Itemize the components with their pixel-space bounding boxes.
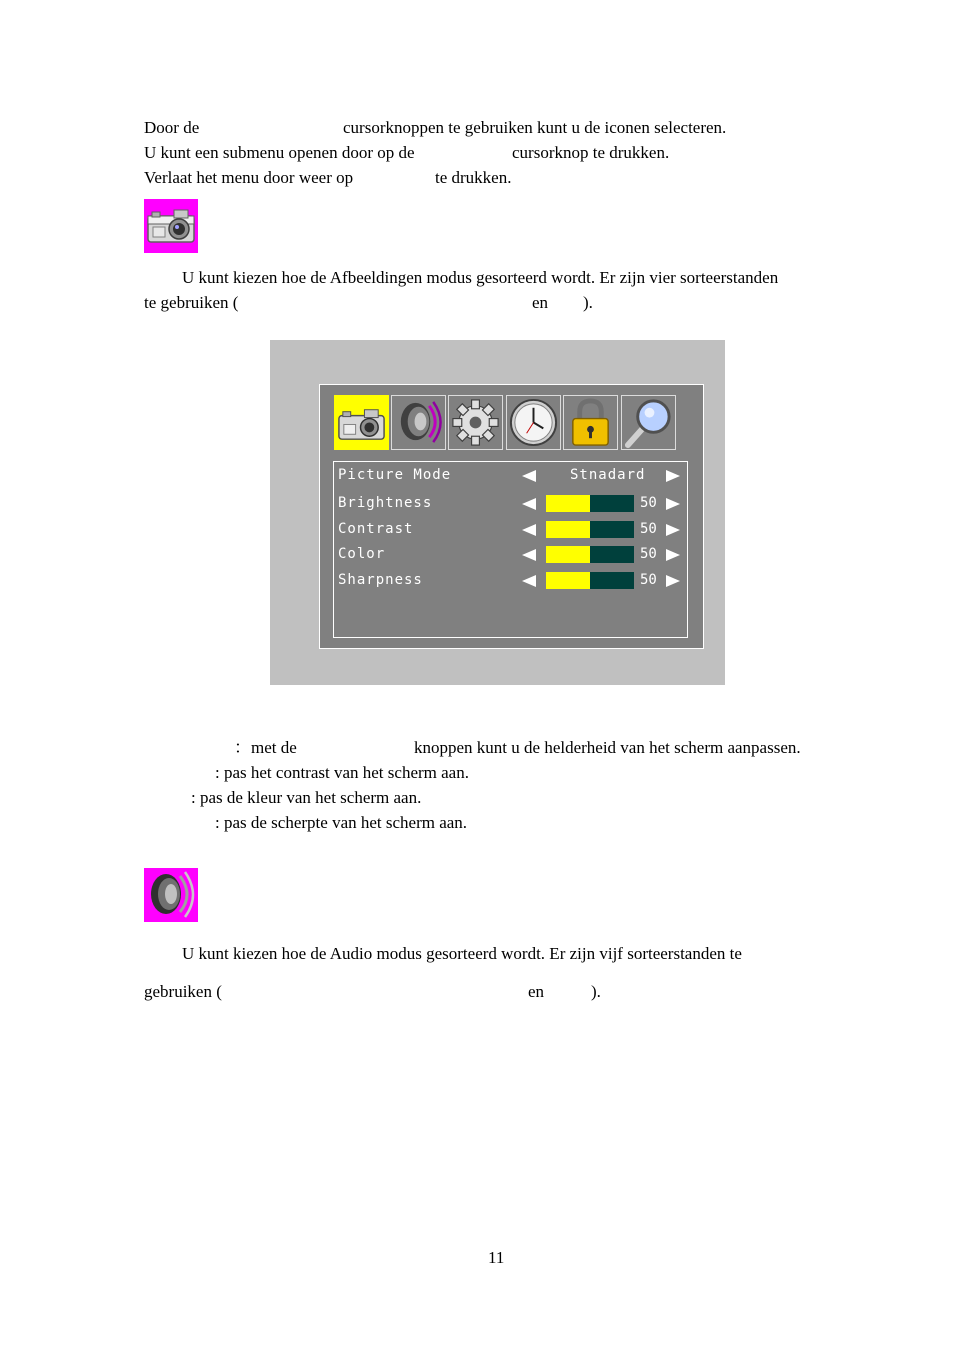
picture-mode-value: Stnadard	[570, 467, 646, 483]
speaker-icon	[144, 868, 198, 922]
right-arrow-icon[interactable]	[666, 470, 680, 482]
left-arrow-icon[interactable]	[522, 470, 536, 482]
brightness-desc-end: knoppen kunt u de helderheid van het scherm aanpassen.	[414, 738, 801, 757]
lock-icon	[564, 396, 617, 449]
osd-tab-time[interactable]	[506, 395, 561, 450]
brightness-label: Brightness	[338, 495, 433, 511]
color-label: Color	[338, 546, 386, 562]
intro-line3-end: te drukken.	[435, 168, 512, 187]
contrast-value: 50	[640, 521, 657, 537]
osd-tab-picture[interactable]	[334, 395, 389, 450]
left-arrow-icon[interactable]	[522, 549, 536, 561]
sharpness-row[interactable]	[334, 570, 687, 592]
picture-mode-label: Picture Mode	[338, 467, 452, 483]
speaker-icon	[392, 396, 445, 449]
osd-screenshot	[270, 340, 725, 685]
brightness-row[interactable]	[334, 493, 687, 515]
color-desc: : pas de kleur van het scherm aan.	[191, 788, 422, 807]
osd-tab-audio[interactable]	[391, 395, 446, 450]
contrast-slider[interactable]	[546, 521, 634, 538]
contrast-desc: : pas het contrast van het scherm aan.	[215, 763, 469, 782]
left-arrow-icon[interactable]	[522, 575, 536, 587]
left-arrow-icon[interactable]	[522, 524, 536, 536]
picture-para-line2-start: te gebruiken (	[144, 293, 239, 312]
osd-tab-search[interactable]	[621, 395, 676, 450]
color-value: 50	[640, 546, 657, 562]
color-row[interactable]	[334, 544, 687, 566]
intro-line2-end: cursorknop te drukken.	[512, 143, 670, 162]
slider-fill	[546, 572, 590, 589]
picture-para-line2-mid: en	[532, 293, 549, 312]
brightness-desc-start: ：met de	[234, 738, 297, 757]
picture-mode-row[interactable]	[334, 465, 687, 487]
osd-tab-lock[interactable]	[563, 395, 618, 450]
contrast-row[interactable]	[334, 519, 687, 541]
picture-para-line1: U kunt kiezen hoe de Afbeeldingen modus gesorteerd wordt. Er zijn vier sorteerstanden	[182, 268, 779, 287]
audio-para-line2-start: gebruiken (	[144, 982, 222, 1001]
sharpness-desc: : pas de scherpte van het scherm aan.	[215, 813, 468, 832]
right-arrow-icon[interactable]	[666, 549, 680, 561]
slider-fill	[546, 546, 590, 563]
sharpness-slider[interactable]	[546, 572, 634, 589]
picture-para-line2-end: ).	[583, 293, 593, 312]
brightness-value: 50	[640, 495, 657, 511]
slider-fill	[546, 521, 590, 538]
right-arrow-icon[interactable]	[666, 575, 680, 587]
intro-line1-start: Door de	[144, 118, 200, 137]
magnifier-icon	[622, 396, 675, 449]
audio-para-line2-end: ).	[591, 982, 601, 1001]
sharpness-value: 50	[640, 572, 657, 588]
osd-tab-settings[interactable]	[448, 395, 503, 450]
intro-line2-start: U kunt een submenu openen door op de	[144, 143, 415, 162]
slider-fill	[546, 495, 590, 512]
audio-para-line2-mid: en	[528, 982, 545, 1001]
audio-para-line1: U kunt kiezen hoe de Audio modus gesorteerd wordt. Er zijn vijf sorteerstanden te	[182, 944, 742, 963]
clock-icon	[507, 396, 560, 449]
right-arrow-icon[interactable]	[666, 524, 680, 536]
osd-panel	[319, 384, 704, 649]
page-number: 11	[488, 1248, 505, 1267]
osd-menu	[333, 461, 688, 638]
sharpness-label: Sharpness	[338, 572, 423, 588]
camera-icon	[335, 396, 388, 449]
camera-icon	[144, 199, 198, 253]
intro-line3-start: Verlaat het menu door weer op	[144, 168, 354, 187]
right-arrow-icon[interactable]	[666, 498, 680, 510]
contrast-label: Contrast	[338, 521, 414, 537]
intro-line1-end: cursorknoppen te gebruiken kunt u de iconen selecteren.	[343, 118, 727, 137]
color-slider[interactable]	[546, 546, 634, 563]
brightness-slider[interactable]	[546, 495, 634, 512]
gear-icon	[449, 396, 502, 449]
left-arrow-icon[interactable]	[522, 498, 536, 510]
